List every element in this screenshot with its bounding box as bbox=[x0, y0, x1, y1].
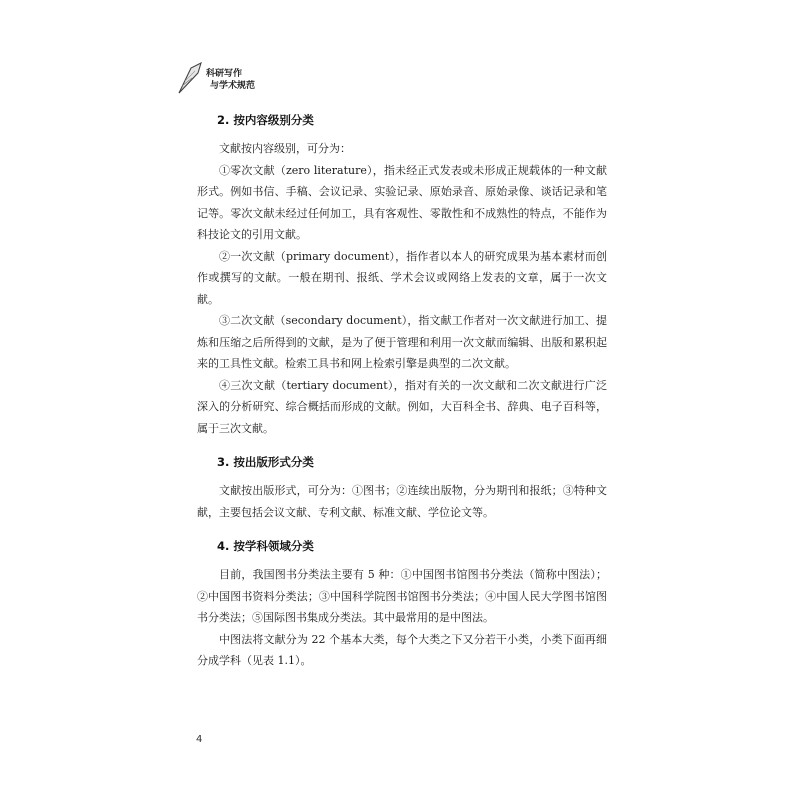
running-header bbox=[176, 62, 296, 98]
pen-icon bbox=[176, 62, 206, 96]
logo-line-2: 与学术规范 bbox=[210, 81, 256, 91]
section-heading: 3. 按出版形式分类 bbox=[217, 455, 314, 469]
body-text bbox=[197, 110, 607, 672]
page-number: 4 bbox=[196, 734, 203, 745]
paragraph: 中图法将文献分为 22 个基本大类，每个大类之下又分若干小类，小类下面再细分成学科（见表 1.1）。 bbox=[197, 632, 607, 667]
paragraph: ③二次文献（secondary document），指文献工作者对一次文献进行加工、提炼和压缩之后所得到的文献，是为了便于管理和利用一次文献而编辑、出版和累积起来的工具性文献。检索工具书和网上检索引擎是典型的二次文献。 bbox=[197, 314, 607, 370]
paragraph: 文献按出版形式，可分为：①图书；②连续出版物，分为期刊和报纸；③特种文献，主要包括会议文献、专利文献、标准文献、学位论文等。 bbox=[197, 484, 607, 519]
paragraph: 目前，我国图书分类法主要有 5 种：①中国图书馆图书分类法（简称中图法）；②中国图书资料分类法；③中国科学院图书馆图书分类法；④中国人民大学图书馆图书分类法；⑤国际图书集成分类法。其中最常用的是中图法。 bbox=[197, 568, 607, 624]
paragraph: ①零次文献（zero literature），指未经正式发表或未形成正规载体的一种文献形式。例如书信、手稿、会议记录、实验记录、原始录音、原始录像、谈话记录和笔记等。零次文献未经过任何加工，具有客观性、零散性和不成熟性的特点，不能作为科技论文的引用文献。 bbox=[197, 163, 607, 241]
logo-text bbox=[206, 68, 255, 92]
paragraph: 文献按内容级别，可分为： bbox=[219, 142, 351, 155]
paragraph: ④三次文献（tertiary document），指对有关的一次文献和二次文献进行广泛深入的分析研究、综合概括而形成的文献。例如，大百科全书、辞典、电子百科等，属于三次文献。 bbox=[197, 378, 607, 435]
section-heading: 4. 按学科领域分类 bbox=[217, 539, 314, 553]
section-heading: 2. 按内容级别分类 bbox=[217, 113, 314, 127]
paragraph: ②一次文献（primary document），指作者以本人的研究成果为基本素材而创作或撰写的文献。一般在期刊、报纸、学术会议或网络上发表的文章，属于一次文献。 bbox=[197, 249, 607, 306]
logo-line-1: 科研写作 bbox=[206, 69, 243, 79]
